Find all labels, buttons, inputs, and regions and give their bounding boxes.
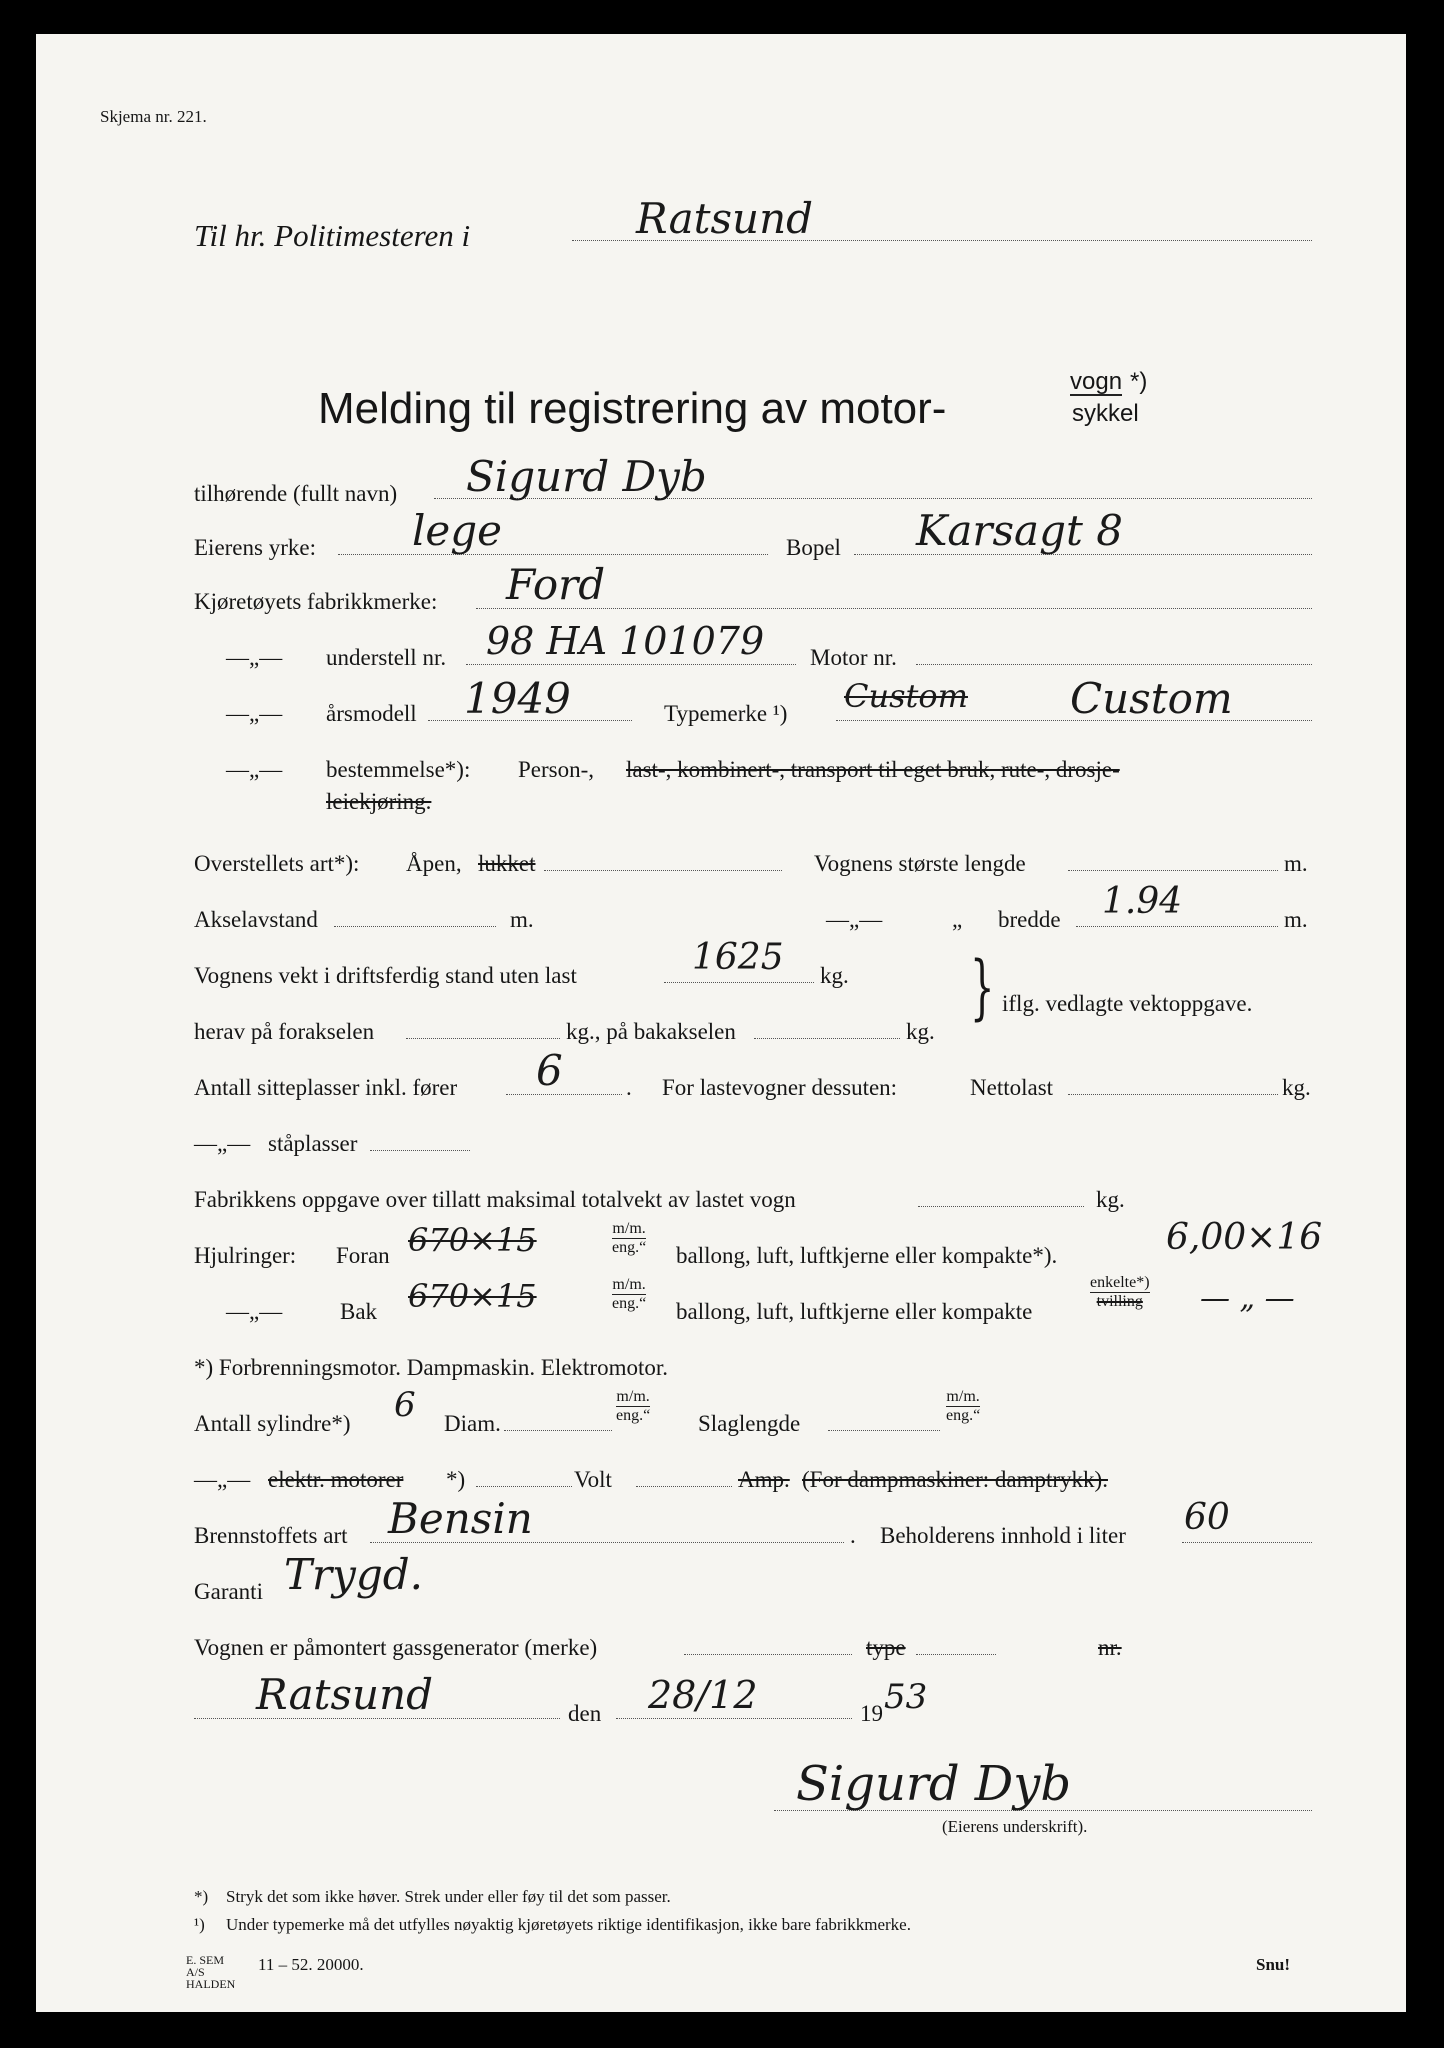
addressee-label: Til hr. Politimesteren i (194, 218, 471, 253)
stroke-unit (946, 1388, 980, 1426)
stroke-label: Slaglengde (698, 1411, 801, 1436)
electric-tail: *) (446, 1467, 466, 1492)
weight-value: 1625 (692, 937, 784, 978)
tyres-rear-label: Bak (340, 1299, 378, 1324)
rear-axle-line (754, 1038, 900, 1039)
volt-label: Volt (574, 1467, 612, 1492)
date-line (616, 1718, 852, 1719)
purpose-line2: leiekjøring. (326, 789, 432, 814)
cylinders-value: 6 (394, 1385, 416, 1425)
ditto-quote: „ (952, 907, 963, 932)
max-weight-label: Fabrikkens oppgave over tillatt maksimal totalvekt av lastet vogn (194, 1187, 796, 1212)
title-sykkel: sykkel (1072, 400, 1139, 427)
seats-line (506, 1094, 622, 1095)
ditto-1: —„— (226, 645, 283, 670)
year-prefix: 19 (860, 1701, 883, 1726)
printer-code: 11 – 52. 20000. (258, 1955, 364, 1974)
bopel-value: Karsagt 8 (916, 506, 1123, 555)
type-value: Custom (1070, 674, 1233, 723)
electric-motors: elektr. motorer (268, 1467, 404, 1492)
body-label: Overstellets art*): (194, 851, 360, 876)
wheelbase-label: Akselavstand (194, 907, 318, 932)
tyres-rear-value: — „ — (1200, 1281, 1295, 1316)
tyres-rear-desc: ballong, luft, luftkjerne eller kompakte (676, 1299, 1033, 1324)
width-value: 1.94 (1102, 881, 1183, 922)
net-load-label: Nettolast (970, 1075, 1054, 1100)
lorry-label: For lastevogner dessuten: (662, 1075, 898, 1100)
tyres-rear-unit (612, 1276, 646, 1314)
tyres-front-struck: 670×15 (408, 1221, 537, 1259)
ditto-5: —„— (194, 1131, 251, 1156)
chassis-line (466, 664, 796, 665)
place-value: Ratsund (256, 1670, 434, 1719)
ditto-7: —„— (194, 1467, 251, 1492)
occupation-value: lege (412, 506, 503, 555)
gas-type: type (866, 1635, 906, 1660)
chassis-label: understell nr. (326, 645, 447, 670)
addressee-value: Ratsund (636, 194, 814, 243)
weight-label: Vognens vekt i driftsferdig stand uten last (194, 963, 577, 988)
tyres-single: enkelte*) (1090, 1274, 1150, 1293)
ditto-3: —„— (226, 757, 283, 782)
front-axle-line (406, 1038, 560, 1039)
amp-label: Amp. (738, 1467, 790, 1492)
rear-axle-label: kg., på bakakselen (566, 1019, 736, 1044)
fuel-period: . (850, 1523, 856, 1548)
tyres-front-label: Foran (336, 1243, 390, 1268)
chassis-value: 98 HA 101079 (486, 619, 765, 663)
bopel-label: Bopel (786, 535, 841, 560)
net-load-line (1068, 1094, 1278, 1095)
fuel-value: Bensin (388, 1494, 533, 1543)
weight-note: iflg. vedlagte vektoppgave. (1002, 991, 1253, 1016)
insurance-label: Garanti (194, 1579, 263, 1604)
steam-label: (For dampmaskiner: damptrykk). (802, 1467, 1108, 1492)
footnote-2: Under typemerke må det utfylles nøyaktig kjøretøyets riktige identifikasjon, ikke bare fabrikkmerke. (226, 1915, 911, 1934)
registration-form (36, 34, 1406, 2012)
purpose-label: bestemmelse*): (326, 757, 471, 782)
volt-line-2 (636, 1486, 732, 1487)
length-unit: m. (1284, 851, 1308, 876)
gas-line (684, 1654, 852, 1655)
date-value: 28/12 (648, 1673, 758, 1717)
den-label: den (568, 1701, 602, 1726)
make-value: Ford (506, 560, 606, 609)
brace-mark: } (970, 946, 995, 1028)
fuel-label: Brennstoffets art (194, 1523, 348, 1548)
cylinders-label: Antall sylindre*) (194, 1411, 351, 1436)
rear-axle-unit: kg. (906, 1019, 935, 1044)
unit-mm: m/m. (946, 1388, 980, 1407)
type-struck-value: Custom (844, 677, 968, 715)
wheelbase-line (334, 926, 496, 927)
diam-unit (616, 1388, 650, 1426)
unit-mm: m/m. (616, 1388, 650, 1407)
body-open: Åpen, (406, 851, 462, 876)
type-label: Typemerke ¹) (664, 701, 788, 726)
turn-over: Snu! (1256, 1955, 1291, 1974)
seats-value: 6 (536, 1046, 563, 1095)
unit-eng: eng.“ (612, 1239, 647, 1257)
width-unit: m. (1284, 907, 1308, 932)
occupation-line (338, 554, 768, 555)
purpose-person: Person-, (518, 757, 595, 782)
tyres-front-unit (612, 1220, 646, 1258)
seats-label: Antall sitteplasser inkl. fører (194, 1075, 458, 1100)
width-line (1076, 926, 1278, 927)
signature-label: (Eierens underskrift). (942, 1817, 1088, 1836)
unit-eng: eng.“ (616, 1407, 651, 1425)
unit-mm: m/m. (612, 1220, 646, 1239)
owner-label: tilhørende (fullt navn) (194, 481, 398, 506)
make-label: Kjøretøyets fabrikkmerke: (194, 589, 438, 614)
body-closed: lukket (478, 851, 536, 876)
gas-label: Vognen er påmontert gassgenerator (merke) (194, 1635, 598, 1660)
model-year-label: årsmodell (326, 701, 417, 726)
weight-line (664, 982, 814, 983)
tyres-front-desc: ballong, luft, luftkjerne eller kompakte*). (676, 1243, 1058, 1268)
signature: Sigurd Dyb (796, 1756, 1072, 1812)
tank-label: Beholderens innhold i liter (880, 1523, 1126, 1548)
length-label: Vognens største lengde (814, 851, 1026, 876)
motor-line (916, 664, 1312, 665)
weight-unit: kg. (820, 963, 849, 988)
motor-label: Motor nr. (810, 645, 897, 670)
diam-label: Diam. (444, 1411, 501, 1436)
year-suffix: 53 (884, 1677, 928, 1717)
occupation-label: Eierens yrke: (194, 535, 316, 560)
form-title: Melding til registrering av motor- (318, 384, 947, 433)
body-line (544, 870, 782, 871)
tyres-front-value: 6,00×16 (1166, 1217, 1323, 1258)
form-number: Skjema nr. 221. (100, 107, 207, 126)
tyres-twin: tvilling (1096, 1293, 1143, 1311)
standing-line (370, 1150, 470, 1151)
ditto-6: —„— (226, 1299, 283, 1324)
tank-line (1182, 1542, 1312, 1543)
diam-line (504, 1430, 612, 1431)
title-mark: *) (1130, 368, 1148, 395)
unit-eng: eng.“ (612, 1295, 647, 1313)
tyres-rear-struck: 670×15 (408, 1277, 537, 1315)
ditto-4: —„— (826, 907, 883, 932)
seats-period: . (626, 1075, 632, 1100)
standing-label: ståplasser (268, 1131, 358, 1156)
purpose-other: last-, kombinert-, transport til eget bruk, rute-, drosje- (626, 757, 1120, 782)
max-weight-unit: kg. (1096, 1187, 1125, 1212)
owner-value: Sigurd Dyb (466, 452, 707, 501)
model-year-value: 1949 (464, 674, 571, 723)
gas-nr: nr. (1098, 1635, 1122, 1660)
tyres-label: Hjulringer: (194, 1243, 297, 1268)
unit-eng: eng.“ (946, 1407, 981, 1425)
length-line (1068, 870, 1278, 871)
printer-name: E. SEM A/S HALDEN (186, 1953, 236, 1991)
net-load-unit: kg. (1282, 1075, 1311, 1100)
width-label: bredde (998, 907, 1061, 932)
unit-mm: m/m. (612, 1276, 646, 1295)
max-weight-line (918, 1206, 1084, 1207)
footnote-1: Stryk det som ikke høver. Strek under eller føy til det som passer. (226, 1887, 671, 1906)
insurance-value: Trygd. (284, 1550, 423, 1599)
wheelbase-unit: m. (510, 907, 534, 932)
footnote-2-mark: ¹) (194, 1915, 205, 1934)
ditto-2: —„— (226, 701, 283, 726)
title-vogn: vogn (1070, 368, 1123, 395)
front-axle-label: herav på forakselen (194, 1019, 375, 1044)
stroke-line (828, 1430, 940, 1431)
tank-value: 60 (1184, 1497, 1230, 1538)
footnote-1-mark: *) (194, 1887, 209, 1906)
motor-types: *) Forbrenningsmotor. Dampmaskin. Elektromotor. (194, 1355, 669, 1380)
gas-type-line (916, 1654, 996, 1655)
tyres-rear-type (1090, 1274, 1150, 1312)
volt-line-1 (476, 1486, 572, 1487)
